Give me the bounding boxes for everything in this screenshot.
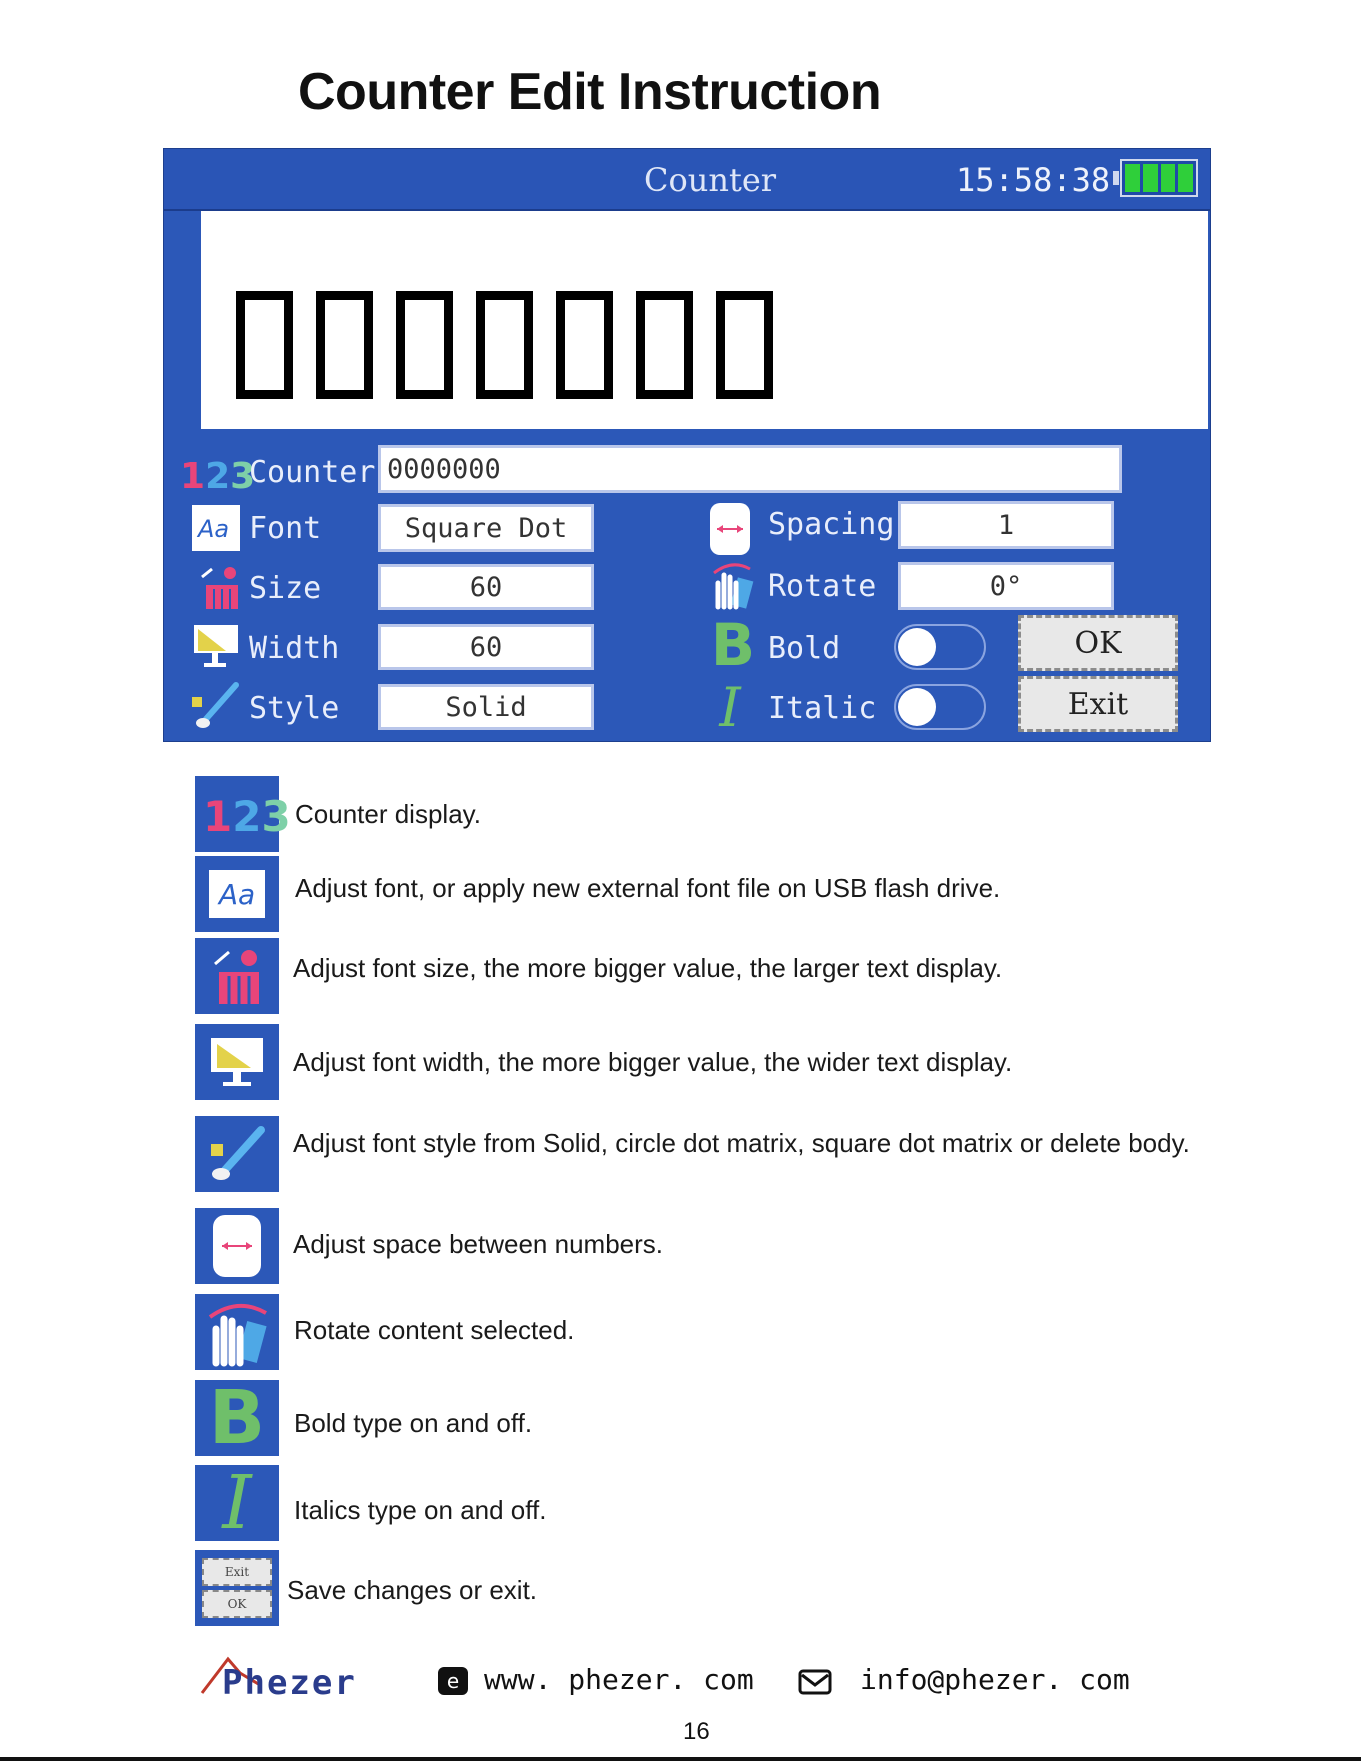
width-icon <box>195 1024 279 1100</box>
legend-text: Rotate content selected. <box>294 1315 575 1345</box>
font-select[interactable]: Square Dot <box>378 504 594 552</box>
bold-label: Bold <box>768 631 841 666</box>
rotate-input[interactable]: 0° <box>898 562 1114 610</box>
mail-icon <box>798 1669 832 1695</box>
preview-digit <box>476 291 533 399</box>
spacing-label: Spacing <box>768 507 895 542</box>
size-label: Size <box>249 571 322 606</box>
brand-name: Phezer <box>222 1663 357 1703</box>
title-bar <box>164 149 1210 211</box>
italic-label: Italic <box>768 691 877 726</box>
footer <box>200 1655 1200 1705</box>
device-screen <box>163 148 1211 742</box>
page-number: 16 <box>683 1718 710 1745</box>
svg-text:Aa: Aa <box>198 515 230 543</box>
svg-text:123: 123 <box>180 456 256 497</box>
style-brush-icon <box>195 1116 279 1192</box>
email-link[interactable]: info@phezer. com <box>860 1663 1130 1696</box>
rotate-label: Rotate <box>768 569 877 604</box>
size-input[interactable]: 60 <box>378 564 594 610</box>
spacing-icon <box>710 503 750 555</box>
font-label: Font <box>249 511 322 546</box>
legend-text: Counter display. <box>295 799 481 829</box>
counter-label: Counter <box>249 455 376 490</box>
italic-i-icon: I <box>195 1465 279 1541</box>
website-link[interactable]: www. phezer. com <box>484 1663 754 1696</box>
style-brush-icon <box>190 681 242 731</box>
size-icon <box>198 563 242 613</box>
width-icon <box>190 623 242 671</box>
legend-text: Adjust font size, the more bigger value, the larger text display. <box>293 953 1003 983</box>
preview-digit <box>716 291 773 399</box>
legend-text: Adjust font width, the more bigger value, the wider text display. <box>293 1047 1013 1077</box>
size-icon <box>195 938 279 1014</box>
rotate-hand-icon <box>195 1294 279 1370</box>
screen-title: Counter <box>644 161 777 199</box>
bold-toggle[interactable] <box>894 624 986 670</box>
mini-ok-button: OK <box>202 1590 272 1618</box>
font-aa-icon: Aa <box>195 856 279 932</box>
svg-text:123: 123 <box>203 792 291 841</box>
bottom-rule <box>0 1757 1361 1761</box>
counter-input[interactable]: 0000000 <box>378 445 1122 493</box>
counter-123-icon <box>195 776 291 852</box>
counter-123-icon <box>180 452 256 497</box>
legend-text: Adjust font style from Solid, circle dot matrix, square dot matrix or delete body. <box>293 1128 1190 1158</box>
width-input[interactable]: 60 <box>378 624 594 670</box>
style-select[interactable]: Solid <box>378 684 594 730</box>
font-aa-icon <box>192 505 240 551</box>
counter-preview-digits <box>236 291 773 399</box>
legend-text: Italics type on and off. <box>294 1495 547 1525</box>
spacing-input[interactable]: 1 <box>898 501 1114 549</box>
legend-text: Adjust font, or apply new external font file on USB flash drive. <box>295 873 1001 903</box>
bold-b-icon: B <box>195 1380 279 1456</box>
page-title: Counter Edit Instruction <box>298 63 882 121</box>
legend-text: Adjust space between numbers. <box>293 1229 663 1259</box>
clock: 15:58:38 <box>956 161 1111 199</box>
legend-text: Save changes or exit. <box>287 1575 538 1605</box>
preview-digit <box>316 291 373 399</box>
preview-digit <box>236 291 293 399</box>
battery-icon <box>1120 159 1198 197</box>
italic-toggle[interactable] <box>894 684 986 730</box>
preview-digit <box>396 291 453 399</box>
preview-digit <box>556 291 613 399</box>
width-label: Width <box>249 631 340 666</box>
web-icon: e <box>438 1667 468 1695</box>
ok-exit-buttons-icon <box>195 1550 279 1626</box>
bold-b-icon: B <box>710 611 756 679</box>
italic-i-icon: I <box>719 675 741 739</box>
spacing-icon <box>195 1208 279 1284</box>
rotate-hand-icon <box>708 559 756 611</box>
exit-button[interactable]: Exit <box>1018 676 1178 732</box>
legend-text: Bold type on and off. <box>294 1408 533 1438</box>
ok-button[interactable]: OK <box>1018 615 1178 671</box>
mini-exit-button: Exit <box>202 1558 272 1586</box>
style-label: Style <box>249 691 340 726</box>
preview-digit <box>636 291 693 399</box>
